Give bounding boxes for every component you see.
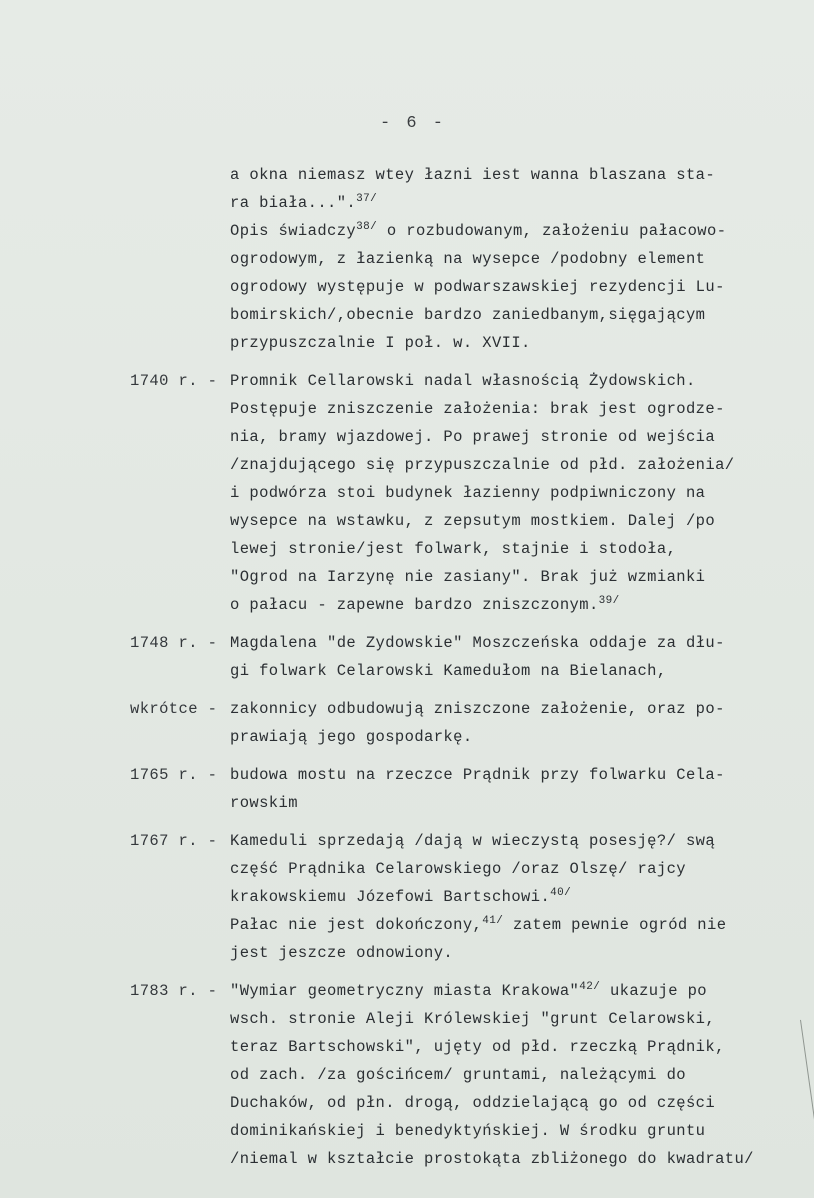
intro-paragraph: [230, 162, 790, 358]
footnote-ref: 38/: [356, 220, 378, 233]
text-line: Opis świadczy$^{38/}$ o rozbudowanym, założeniu pałacowo-: [230, 220, 727, 240]
page-number: - 6 -: [380, 114, 447, 133]
text-line: ra biała...".$^{37/}$: [230, 192, 378, 212]
chronology-entry: [0, 762, 814, 818]
chronology-entry: [0, 696, 814, 752]
footnote-ref: 37/: [356, 192, 378, 205]
text-line: część Prądnika Celarowskiego /oraz Olszę/ rajcy: [230, 860, 686, 878]
footnote-ref: 39/: [598, 594, 620, 607]
text-line: Pałac nie jest dokończony,$^{41/}$ zatem pewnie ogród nie: [230, 914, 727, 934]
footnote-ref: 41/: [482, 914, 504, 927]
entry-text: [230, 828, 790, 968]
text-line: rowskim: [230, 794, 298, 812]
text-line: ogrodowy występuje w podwarszawskiej rezydencji Lu-: [230, 278, 725, 296]
text-line: wysepce na wstawku, z zepsutym mostkiem. Dalej /po: [230, 512, 716, 530]
text-line: o pałacu - zapewne bardzo zniszczonym.$^{39/}$: [230, 594, 620, 614]
chronology-entry: [0, 978, 814, 1174]
text-line: "Wymiar geometryczny miasta Krakowa"$^{42/}$ ukazuje po: [230, 980, 707, 1000]
text-line: ogrodowym, z łazienką na wysepce /podobny element: [230, 250, 706, 268]
entry-text: [230, 762, 790, 818]
chronology-entry: [0, 368, 814, 620]
entry-date: wkrótce -: [130, 700, 218, 718]
footnote-ref: 42/: [579, 980, 601, 993]
text-line: krakowskiemu Józefowi Bartschowi.$^{40/}$: [230, 886, 572, 906]
body-text: [0, 162, 814, 1174]
text-line: budowa mostu na rzeczce Prądnik przy folwarku Cela-: [230, 766, 725, 784]
text-line: wsch. stronie Aleji Królewskiej "grunt Celarowski,: [230, 1010, 716, 1028]
chronology-entry: [0, 828, 814, 968]
text-line: prawiają jego gospodarkę.: [230, 728, 473, 746]
text-line: gi folwark Celarowski Kamedułom na Bielanach,: [230, 662, 667, 680]
text-line: Duchaków, od płn. drogą, oddzielającą go od części: [230, 1094, 716, 1112]
entry-text: [230, 630, 790, 686]
text-line: nia, bramy wjazdowej. Po prawej stronie od wejścia: [230, 428, 716, 446]
chronology-entry: [0, 630, 814, 686]
text-line: a okna niemasz wtey łazni iest wanna blaszana sta-: [230, 166, 716, 184]
text-line: teraz Bartschowski", ujęty od płd. rzeczką Prądnik,: [230, 1038, 725, 1056]
text-line: /znajdującego się przypuszczalnie od płd. założenia/: [230, 456, 735, 474]
text-line: Kameduli sprzedają /dają w wieczystą posesję?/ swą: [230, 832, 716, 850]
text-line: dominikańskiej i benedyktyńskiej. W środku gruntu: [230, 1122, 706, 1140]
text-line: Postępuje zniszczenie założenia: brak jest ogrodze-: [230, 400, 725, 418]
entry-date: 1748 r. -: [130, 634, 218, 652]
entry-date: 1767 r. -: [130, 832, 218, 850]
text-line: zakonnicy odbudowują zniszczone założenie, oraz po-: [230, 700, 725, 718]
entry-text: [230, 696, 790, 752]
text-line: /niemal w kształcie prostokąta zbliżonego do kwadratu/: [230, 1150, 754, 1168]
entry-text: [230, 978, 790, 1174]
text-line: od zach. /za gościńcem/ gruntami, należącymi do: [230, 1066, 686, 1084]
text-line: "Ogrod na Iarzynę nie zasiany". Brak już wzmianki: [230, 568, 706, 586]
text-line: Magdalena "de Zydowskie" Moszczeńska oddaje za dłu-: [230, 634, 725, 652]
text-line: bomirskich/,obecnie bardzo zaniedbanym,sięgającym: [230, 306, 706, 324]
entry-date: 1740 r. -: [130, 372, 218, 390]
entry-date: 1783 r. -: [130, 982, 218, 1000]
text-line: lewej stronie/jest folwark, stajnie i stodoła,: [230, 540, 677, 558]
entry-date: 1765 r. -: [130, 766, 218, 784]
text-line: jest jeszcze odnowiony.: [230, 944, 454, 962]
text-line: i podwórza stoi budynek łazienny podpiwniczony na: [230, 484, 706, 502]
text-line: Promnik Cellarowski nadal własnością Żydowskich.: [230, 372, 696, 390]
text-line: przypuszczalnie I poł. w. XVII.: [230, 334, 531, 352]
entry-text: [230, 368, 790, 620]
footnote-ref: 40/: [550, 886, 572, 899]
